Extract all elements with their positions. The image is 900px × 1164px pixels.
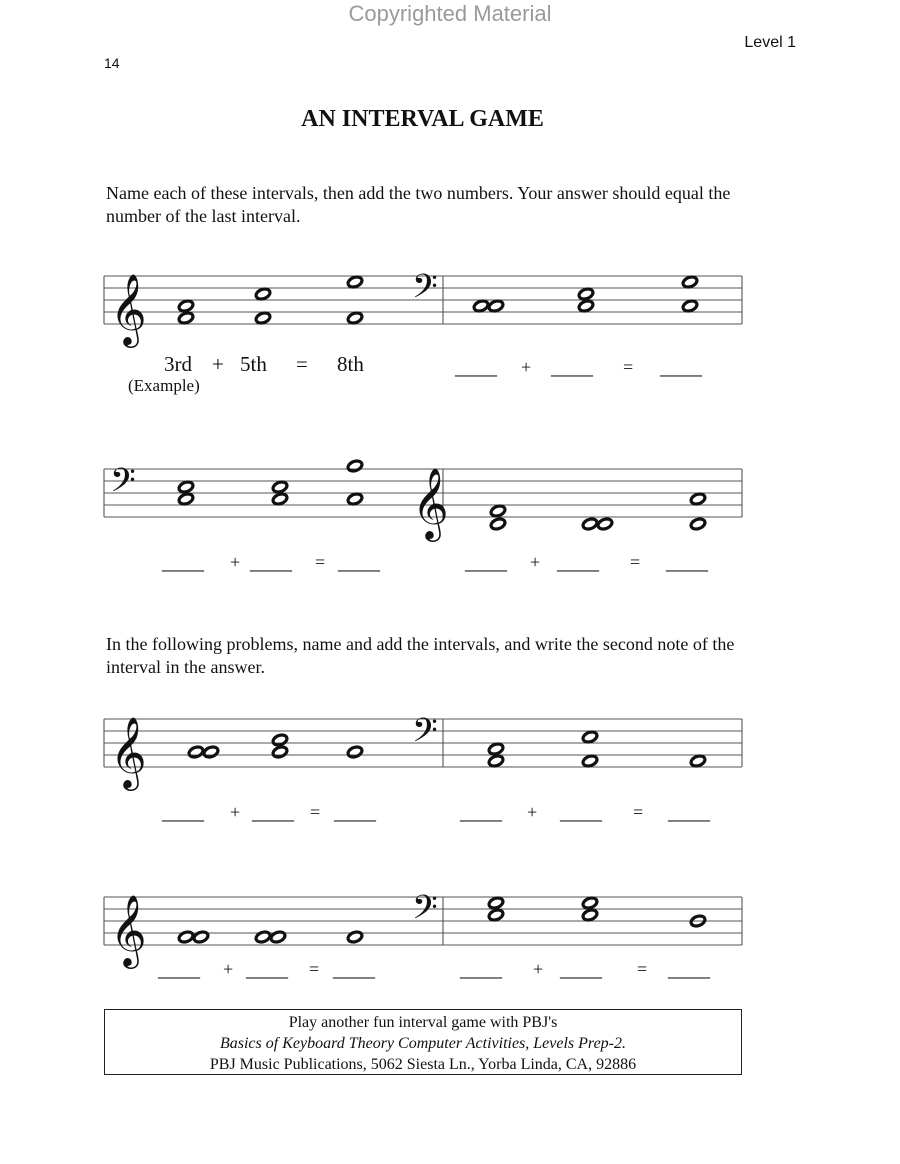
whole-note-icon	[178, 930, 195, 944]
whole-note-icon	[582, 730, 599, 744]
answer-blank[interactable]: ____	[455, 355, 497, 379]
whole-note-icon	[488, 896, 505, 910]
whole-note-icon	[488, 742, 505, 756]
whole-note-icon	[488, 754, 505, 768]
whole-note-icon	[578, 287, 595, 301]
plus-sign: +	[230, 552, 241, 572]
whole-note-icon	[255, 930, 272, 944]
answer-blank[interactable]: ____	[158, 957, 200, 981]
treble-clef-icon: 𝄞	[110, 272, 147, 345]
equals-sign: =	[630, 552, 641, 572]
answer-blank[interactable]: ____	[668, 800, 710, 824]
whole-note-icon	[582, 908, 599, 922]
treble-clef-icon: 𝄞	[110, 715, 147, 788]
answer-blank[interactable]: ____	[666, 550, 708, 574]
whole-note-icon	[255, 287, 272, 301]
whole-note-icon	[690, 492, 707, 506]
footer-line-1: Play another fun interval game with PBJ's	[288, 1014, 558, 1031]
whole-note-icon	[488, 908, 505, 922]
example-second: 5th	[240, 352, 267, 376]
whole-note-icon	[193, 930, 210, 944]
answer-blank[interactable]: ____	[557, 550, 599, 574]
equals-sign: =	[310, 802, 321, 822]
bass-clef-icon: 𝄢	[412, 268, 438, 314]
example-first: 3rd	[164, 352, 192, 376]
whole-note-icon	[682, 275, 699, 289]
whole-note-icon	[178, 492, 195, 506]
answer-blank[interactable]: ____	[460, 957, 502, 981]
equals-sign: =	[623, 357, 634, 377]
answer-blank[interactable]: ____	[660, 355, 702, 379]
equals-sign: =	[315, 552, 326, 572]
answer-blank[interactable]: ____	[560, 800, 602, 824]
whole-note-icon	[188, 745, 205, 759]
whole-note-icon	[347, 275, 364, 289]
whole-note-icon	[582, 896, 599, 910]
whole-note-icon	[272, 492, 289, 506]
whole-note-icon	[178, 311, 195, 325]
answer-blank[interactable]: ____	[250, 550, 292, 574]
plus-sign: +	[230, 802, 241, 822]
footer-box	[104, 1009, 742, 1075]
watermark: Copyrighted Material	[348, 1, 552, 26]
whole-note-icon	[347, 745, 364, 759]
whole-note-icon	[272, 480, 289, 494]
answer-blank[interactable]: ____	[668, 957, 710, 981]
whole-note-icon	[582, 754, 599, 768]
whole-note-icon	[582, 517, 599, 531]
treble-clef-icon: 𝄞	[110, 893, 147, 966]
plus-sign: +	[533, 959, 544, 979]
answer-blank[interactable]: ____	[252, 800, 294, 824]
bass-clef-icon: 𝄢	[412, 889, 438, 935]
example-plus: +	[212, 352, 224, 376]
plus-sign: +	[527, 802, 538, 822]
level-label: Level 1	[744, 34, 796, 51]
answer-blank[interactable]: ____	[338, 550, 380, 574]
page-title: AN INTERVAL GAME	[301, 106, 544, 132]
example-caption: (Example)	[128, 376, 200, 395]
plus-sign: +	[530, 552, 541, 572]
answer-blank[interactable]: ____	[560, 957, 602, 981]
whole-note-icon	[473, 299, 490, 313]
answer-blank[interactable]: ____	[162, 800, 204, 824]
answer-blank[interactable]: ____	[162, 550, 204, 574]
whole-note-icon	[347, 492, 364, 506]
whole-note-icon	[690, 754, 707, 768]
bass-clef-icon: 𝄢	[412, 712, 438, 758]
answer-blank[interactable]: ____	[246, 957, 288, 981]
whole-note-icon	[272, 733, 289, 747]
whole-note-icon	[203, 745, 220, 759]
instructions-1: Name each of these intervals, then add the two numbers. Your answer should equal the number of the last interval.	[106, 183, 731, 226]
equals-sign: =	[633, 802, 644, 822]
whole-note-icon	[272, 745, 289, 759]
answer-blank[interactable]: ____	[460, 800, 502, 824]
whole-note-icon	[347, 930, 364, 944]
instructions-2: In the following problems, name and add the intervals, and write the second note of the interval in the answer.	[106, 634, 735, 677]
equals-sign: =	[637, 959, 648, 979]
example-equals: =	[296, 352, 308, 376]
whole-note-icon	[490, 504, 507, 518]
whole-note-icon	[347, 459, 364, 473]
whole-note-icon	[578, 299, 595, 313]
whole-note-icon	[178, 480, 195, 494]
whole-note-icon	[488, 299, 505, 313]
whole-note-icon	[347, 311, 364, 325]
whole-note-icon	[690, 517, 707, 531]
answer-blank[interactable]: ____	[465, 550, 507, 574]
whole-note-icon	[178, 299, 195, 313]
equals-sign: =	[309, 959, 320, 979]
treble-clef-icon: 𝄞	[412, 466, 449, 539]
page-number: 14	[104, 55, 120, 71]
answer-blank[interactable]: ____	[551, 355, 593, 379]
whole-note-icon	[682, 299, 699, 313]
whole-note-icon	[597, 517, 614, 531]
whole-note-icon	[490, 517, 507, 531]
answer-blank[interactable]: ____	[334, 800, 376, 824]
footer-line-3: PBJ Music Publications, 5062 Siesta Ln., Yorba Linda, CA, 92886	[209, 1056, 637, 1073]
answer-blank[interactable]: ____	[333, 957, 375, 981]
example-result: 8th	[337, 352, 364, 376]
whole-note-icon	[255, 311, 272, 325]
plus-sign: +	[223, 959, 234, 979]
plus-sign: +	[521, 357, 532, 377]
bass-clef-icon: 𝄢	[110, 462, 136, 508]
whole-note-icon	[270, 930, 287, 944]
footer-line-2: Basics of Keyboard Theory Computer Activities, Levels Prep-2.	[219, 1035, 626, 1052]
